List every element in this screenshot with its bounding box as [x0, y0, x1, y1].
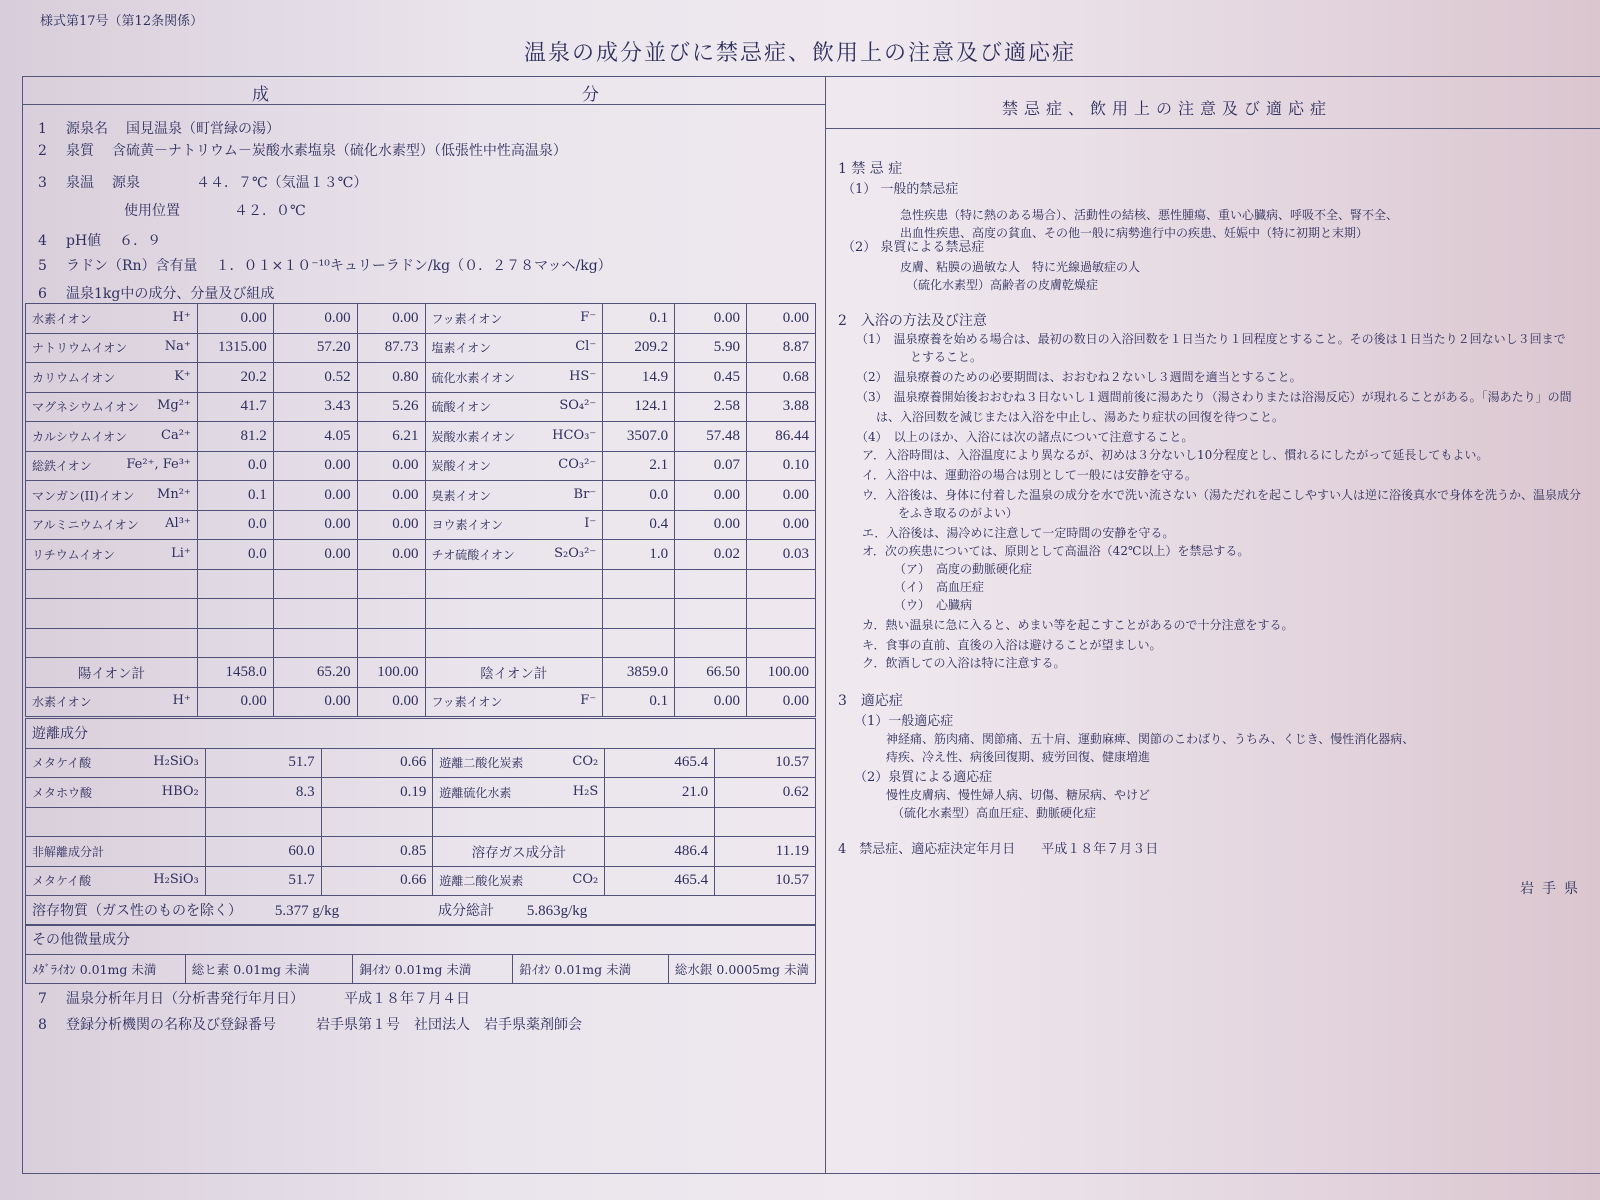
bath-i: イ．入浴中は、運動浴の場合は別として一般には安静を守る。	[862, 468, 1197, 482]
item-7-value: 平成１８年７月４日	[344, 991, 470, 1007]
item-4	[38, 230, 161, 250]
item-3	[38, 172, 367, 192]
cation-name: カリウムイオン K⁺	[26, 363, 198, 393]
free-left-name: メタケイ酸 H₂SiO₃	[26, 748, 206, 778]
cation-mg: 0.0	[197, 451, 273, 481]
free-right-name: 遊離二酸化炭素 CO₂	[433, 748, 605, 778]
empty-cell	[747, 599, 816, 629]
contra-heading: 1 禁 忌 症	[838, 161, 903, 177]
cation-mval: 0.00	[273, 540, 357, 570]
anion-pct: 0.00	[747, 510, 816, 540]
cation-mval: 0.00	[273, 451, 357, 481]
indications-quality-1: 慢性皮膚病、慢性婦人病、切傷、糖尿病、やけど	[886, 788, 1151, 802]
anion-name: 炭酸水素イオン HCO₃⁻	[425, 422, 603, 452]
free-right-mm: 10.57	[715, 748, 816, 778]
free-row	[26, 778, 816, 808]
anion-mg: 0.4	[603, 510, 675, 540]
free-repeat-left-mg: 51.7	[205, 866, 321, 896]
item-4-label: pH値	[66, 233, 102, 249]
cation-mg: 0.1	[197, 481, 273, 511]
bath-ki: キ．食事の直前、直後の入浴は避けることが望ましい。	[862, 638, 1162, 652]
free-repeat-right-name: 遊離二酸化炭素 CO₂	[433, 866, 605, 896]
item-2-label: 泉質	[66, 143, 94, 159]
empty-cell	[273, 628, 357, 658]
cation-total-pct: 100.00	[357, 658, 425, 688]
free-right-name: 遊離硫化水素 H₂S	[433, 778, 605, 808]
free-repeat-left-name: メタケイ酸 H₂SiO₃	[26, 866, 206, 896]
cation-pct: 0.00	[357, 687, 425, 717]
ion-total-row	[26, 658, 816, 688]
item-3-sub2: 使用位置	[124, 203, 180, 219]
cation-pct: 6.21	[357, 422, 425, 452]
prefecture: 岩手県	[1520, 881, 1586, 897]
empty-cell	[357, 569, 425, 599]
empty-cell	[357, 628, 425, 658]
item-2-value: 含硫黄－ナトリウム－炭酸水素塩泉（硫化水素型）（低張性中性高温泉）	[112, 143, 567, 159]
bath-o2: （イ） 高血圧症	[894, 580, 985, 594]
indications-general: （1）一般適応症	[854, 714, 954, 729]
bath-e: エ．入浴後は、湯冷めに注意して一定時間の安静を守る。	[862, 526, 1175, 540]
anion-name: 炭酸イオン CO₃²⁻	[425, 451, 603, 481]
free-total-row	[26, 837, 816, 867]
item-6-num: 6	[38, 286, 47, 302]
free-components-table	[25, 718, 816, 926]
total-label: 成分総計	[437, 903, 494, 920]
item-8	[38, 1014, 582, 1034]
ion-row	[26, 422, 816, 452]
item-4-value: ６．９	[119, 233, 162, 249]
anion-name: ヨウ素イオン I⁻	[425, 510, 603, 540]
indications-quality: （2）泉質による適応症	[854, 770, 993, 785]
empty-cell	[603, 628, 675, 658]
free-total-left-mm: 0.85	[321, 837, 433, 867]
free-left-mm: 0.66	[321, 748, 433, 778]
anion-mg: 0.1	[603, 304, 675, 334]
ion-row	[26, 451, 816, 481]
cation-mg: 0.0	[197, 510, 273, 540]
ion-row	[26, 481, 816, 511]
free-repeat-row	[26, 866, 816, 896]
trace-table	[25, 924, 816, 984]
cation-mg: 41.7	[197, 392, 273, 422]
item-1-num: 1	[38, 121, 47, 137]
bath-4: （4） 以上のほか、入浴には次の諸点について注意すること。	[856, 430, 1194, 444]
item-4-num: 4	[38, 233, 47, 249]
free-left-mg: 51.7	[205, 748, 321, 778]
empty-cell	[425, 628, 603, 658]
item-2-num: 2	[38, 143, 47, 159]
ion-repeat-row	[26, 687, 816, 717]
item-8-num: 8	[38, 1017, 47, 1033]
indications-heading: 3 適応症	[838, 693, 903, 709]
cation-name: アルミニウムイオン Al³⁺	[26, 510, 198, 540]
cation-pct: 0.00	[357, 451, 425, 481]
anion-mval: 0.00	[675, 481, 747, 511]
indications-quality-2: （硫化水素型）高血圧症、動脈硬化症	[892, 806, 1097, 820]
empty-cell	[273, 569, 357, 599]
anion-total-pct: 100.00	[747, 658, 816, 688]
anion-pct: 0.00	[747, 481, 816, 511]
ion-row	[26, 333, 816, 363]
anion-mg: 14.9	[603, 363, 675, 393]
indications-general-2: 痔疾、冷え性、病後回復期、疲労回復、健康増進	[886, 750, 1151, 764]
free-repeat-right-mg: 465.4	[605, 866, 715, 896]
cation-name: マグネシウムイオン Mg²⁺	[26, 392, 198, 422]
item-5-value: １．０１×１０⁻¹⁰キュリーラドン/kg（０．２７８マッヘ/kg）	[215, 258, 612, 274]
cation-mval: 4.05	[273, 422, 357, 452]
bath-ub: をふき取るのがよい）	[898, 506, 1019, 520]
bath-u: ウ．入浴後は、身体に付着した温泉の成分を水で洗い流さない（湯ただれを起こしやすい人は逆に浴後真水で身体を洗うか、温泉成分	[862, 488, 1582, 502]
ion-empty-row	[26, 628, 816, 658]
cation-name: リチウムイオン Li⁺	[26, 540, 198, 570]
cation-pct: 0.00	[357, 304, 425, 334]
anion-name: フッ素イオン F⁻	[425, 687, 603, 717]
anion-mg: 0.1	[603, 687, 675, 717]
item-5-label: ラドン（Rn）含有量	[66, 258, 198, 274]
item-1-label: 源泉名	[66, 121, 108, 137]
ion-row	[26, 304, 816, 334]
bath-o: オ．次の疾患については、原則として高温浴（42℃以上）を禁忌する。	[862, 544, 1250, 558]
item-3-sub1: 源泉	[112, 175, 140, 191]
cation-mval: 57.20	[273, 333, 357, 363]
free-right-mg: 21.0	[605, 778, 715, 808]
anion-mval: 5.90	[675, 333, 747, 363]
item-6	[38, 283, 274, 303]
contra-general: （1） 一般的禁忌症	[842, 182, 959, 197]
contra-general-1: 急性疾患（特に熱のある場合）、活動性の結核、悪性腫瘍、重い心臓病、呼吸不全、腎不全、	[900, 208, 1399, 222]
item-1	[38, 118, 280, 138]
form-number: 様式第17号（第12条関係）	[40, 14, 204, 29]
item-8-label: 登録分析機関の名称及び登録番号	[66, 1017, 276, 1033]
free-left-mg: 8.3	[205, 778, 321, 808]
header-indications: 禁忌症、飲用上の注意及び適応症	[1002, 99, 1333, 118]
item-2	[38, 140, 567, 160]
cation-pct: 0.00	[357, 540, 425, 570]
anion-mval: 0.00	[675, 687, 747, 717]
contra-quality-1: 皮膚、粘膜の過敏な人 特に光線過敏症の人	[900, 260, 1141, 274]
free-total-right-mm: 11.19	[715, 837, 816, 867]
cation-name: ナトリウムイオン Na⁺	[26, 333, 198, 363]
empty-cell	[425, 599, 603, 629]
anion-name: 臭素イオン Br⁻	[425, 481, 603, 511]
trace-item: 総水銀 0.0005mg 未満	[668, 954, 815, 984]
cation-pct: 5.26	[357, 392, 425, 422]
free-total-right-mg: 486.4	[605, 837, 715, 867]
anion-pct: 0.00	[747, 687, 816, 717]
empty-cell	[675, 599, 747, 629]
ion-row	[26, 510, 816, 540]
bath-heading: 2 入浴の方法及び注意	[838, 313, 987, 329]
item-1-value: 国見温泉（町営緑の湯）	[126, 121, 280, 137]
cation-mval: 0.00	[273, 510, 357, 540]
total-value: 5.863g/kg	[526, 903, 588, 920]
trace-item: 鉛ｲｵﾝ 0.01mg 未満	[513, 954, 669, 984]
free-left-name: メタホウ酸 HBO₂	[26, 778, 206, 808]
anion-name: 硫化水素イオン HS⁻	[425, 363, 603, 393]
empty-cell	[197, 628, 273, 658]
free-total-left-name: 非解離成分計	[26, 837, 206, 867]
item-3-val1: ４４．７℃（気温１３℃）	[196, 175, 368, 191]
free-total-right-name: 溶存ガス成分計	[433, 837, 605, 867]
anion-name: フッ素イオン F⁻	[425, 304, 603, 334]
dissolved-label: 溶存物質（ガス性のものを除く）	[32, 903, 242, 920]
empty-cell	[603, 599, 675, 629]
header-rule	[826, 128, 1600, 129]
bath-o3: （ウ） 心臓病	[894, 598, 973, 612]
cation-name: カルシウムイオン Ca²⁺	[26, 422, 198, 452]
empty-cell	[747, 628, 816, 658]
empty-cell	[26, 628, 198, 658]
trace-label: その他微量成分	[26, 925, 816, 955]
cation-name: 水素イオン H⁺	[26, 304, 198, 334]
item-5	[38, 255, 612, 275]
item-7-num: 7	[38, 991, 47, 1007]
item-3b	[124, 200, 306, 220]
anion-mval: 0.45	[675, 363, 747, 393]
anion-pct: 3.88	[747, 392, 816, 422]
item-3-label: 泉温	[66, 175, 94, 191]
cation-name: マンガン(II)イオン Mn²⁺	[26, 481, 198, 511]
cation-mval: 3.43	[273, 392, 357, 422]
anion-pct: 0.00	[747, 304, 816, 334]
free-right-mg: 465.4	[605, 748, 715, 778]
empty-cell	[425, 569, 603, 599]
anion-name: チオ硫酸イオン S₂O₃²⁻	[425, 540, 603, 570]
free-repeat-right-mm: 10.57	[715, 866, 816, 896]
ion-row	[26, 363, 816, 393]
anion-mg: 0.0	[603, 481, 675, 511]
contra-general-2: 出血性疾患、高度の貧血、その他一般に病勢進行中の疾患、妊娠中（特に初期と末期）	[900, 226, 1369, 240]
bath-1: （1） 温泉療養を始める場合は、最初の数日の入浴回数を１日当たり１回程度とすること。その後は１日当たり２回ないし３回まで	[856, 332, 1566, 346]
trace-item: 銅ｲｵﾝ 0.01mg 未満	[353, 954, 513, 984]
bath-3b: は、入浴回数を減じまたは入浴を中止し、湯あたり症状の回復を待つこと。	[876, 410, 1285, 424]
free-row	[26, 748, 816, 778]
page-title: 温泉の成分並びに禁忌症、飲用上の注意及び適応症	[523, 41, 1076, 66]
trace-item: 総ヒ素 0.01mg 未満	[185, 954, 353, 984]
bath-ka: カ．熱い温泉に急に入ると、めまい等を起こすことがあるので十分注意をする。	[862, 618, 1294, 632]
header-components	[22, 76, 825, 105]
anion-pct: 86.44	[747, 422, 816, 452]
trace-row	[26, 954, 816, 984]
contra-quality: （2） 泉質による禁忌症	[842, 240, 985, 255]
ion-table	[25, 303, 816, 717]
anion-mval: 0.00	[675, 304, 747, 334]
bath-a: ア．入浴時間は、入浴温度により異なるが、初めは３分ないし10分程度とし、慣れるにしたがって延長してもよい。	[862, 448, 1489, 462]
bath-1b: とすること。	[910, 350, 983, 364]
cation-mg: 20.2	[197, 363, 273, 393]
cation-pct: 0.00	[357, 510, 425, 540]
item-6-label: 温泉1kg中の成分、分量及び組成	[66, 286, 275, 302]
item-3-num: 3	[38, 175, 47, 191]
free-empty-row	[26, 807, 816, 837]
anion-pct: 0.68	[747, 363, 816, 393]
anion-name: 塩素イオン Cl⁻	[425, 333, 603, 363]
cation-name: 水素イオン H⁺	[26, 687, 198, 717]
cation-mg: 1315.00	[197, 333, 273, 363]
cation-mval: 0.00	[273, 687, 357, 717]
free-total-left-mg: 60.0	[205, 837, 321, 867]
bath-3: （3） 温泉療養開始後おおむね３日ないし１週間前後に湯あたり（湯さわりまたは浴湯反応）が現れることがある。「湯あたり」の間	[856, 390, 1572, 404]
anion-mval: 0.02	[675, 540, 747, 570]
center-divider	[825, 76, 826, 1174]
cation-mg: 0.00	[197, 687, 273, 717]
anion-mval: 57.48	[675, 422, 747, 452]
indications-general-1: 神経痛、筋肉痛、関節痛、五十肩、運動麻痺、関節のこわばり、うちみ、くじき、慢性消化器病、	[886, 732, 1415, 746]
item-8-value: 岩手県第１号 社団法人 岩手県薬剤師会	[316, 1017, 582, 1033]
anion-pct: 0.03	[747, 540, 816, 570]
empty-cell	[273, 599, 357, 629]
bath-2: （2） 温泉療養のための必要期間は、おおむね２ないし３週間を適当とすること。	[856, 370, 1302, 384]
bath-ku: ク．飲酒しての入浴は特に注意する。	[862, 656, 1066, 670]
free-left-mm: 0.19	[321, 778, 433, 808]
anion-total-mval: 66.50	[675, 658, 747, 688]
anion-name: 硫酸イオン SO₄²⁻	[425, 392, 603, 422]
empty-cell	[197, 569, 273, 599]
anion-mval: 0.00	[675, 510, 747, 540]
anion-mval: 2.58	[675, 392, 747, 422]
empty-cell	[197, 599, 273, 629]
item-5-num: 5	[38, 258, 47, 274]
cation-total-label: 陽イオン計	[26, 658, 198, 688]
anion-total-mg: 3859.0	[603, 658, 675, 688]
decision-date: 4 禁忌症、適応症決定年月日 平成１８年７月３日	[838, 842, 1159, 857]
anion-mg: 209.2	[603, 333, 675, 363]
trace-item: ﾒﾀﾞﾗｲｵﾝ 0.01mg 未満	[26, 954, 186, 984]
free-repeat-left-mm: 0.66	[321, 866, 433, 896]
header-left-a: 成	[252, 85, 269, 105]
header-left-b: 分	[582, 85, 599, 105]
item-3-val2: ４２．０℃	[234, 203, 306, 219]
bath-o1: （ア） 高度の動脈硬化症	[894, 562, 1033, 576]
dissolved-value: 5.377 g/kg	[274, 903, 340, 920]
free-label: 遊離成分	[26, 719, 816, 749]
cation-mg: 0.00	[197, 304, 273, 334]
cation-total-mg: 1458.0	[197, 658, 273, 688]
anion-mg: 2.1	[603, 451, 675, 481]
cation-mg: 81.2	[197, 422, 273, 452]
free-right-mm: 0.62	[715, 778, 816, 808]
empty-cell	[747, 569, 816, 599]
anion-mval: 0.07	[675, 451, 747, 481]
ion-row	[26, 392, 816, 422]
ion-empty-row	[26, 569, 816, 599]
cation-pct: 0.80	[357, 363, 425, 393]
anion-mg: 3507.0	[603, 422, 675, 452]
anion-pct: 0.10	[747, 451, 816, 481]
empty-cell	[357, 599, 425, 629]
contra-quality-2: （硫化水素型）高齢者の皮膚乾燥症	[906, 278, 1099, 292]
cation-mval: 0.00	[273, 304, 357, 334]
cation-mval: 0.00	[273, 481, 357, 511]
cation-name: 総鉄イオン Fe²⁺, Fe³⁺	[26, 451, 198, 481]
empty-cell	[26, 569, 198, 599]
ion-empty-row	[26, 599, 816, 629]
anion-pct: 8.87	[747, 333, 816, 363]
empty-cell	[675, 628, 747, 658]
item-7	[38, 988, 470, 1008]
ion-row	[26, 540, 816, 570]
dissolved-row	[26, 896, 816, 926]
anion-mg: 124.1	[603, 392, 675, 422]
empty-cell	[26, 599, 198, 629]
item-7-label: 温泉分析年月日（分析書発行年月日）	[66, 991, 304, 1007]
cation-pct: 0.00	[357, 481, 425, 511]
header-row	[22, 76, 1600, 104]
empty-cell	[603, 569, 675, 599]
cation-mg: 0.0	[197, 540, 273, 570]
cation-mval: 0.52	[273, 363, 357, 393]
cation-total-mval: 65.20	[273, 658, 357, 688]
anion-mg: 1.0	[603, 540, 675, 570]
empty-cell	[675, 569, 747, 599]
cation-pct: 87.73	[357, 333, 425, 363]
anion-total-label: 陰イオン計	[425, 658, 603, 688]
